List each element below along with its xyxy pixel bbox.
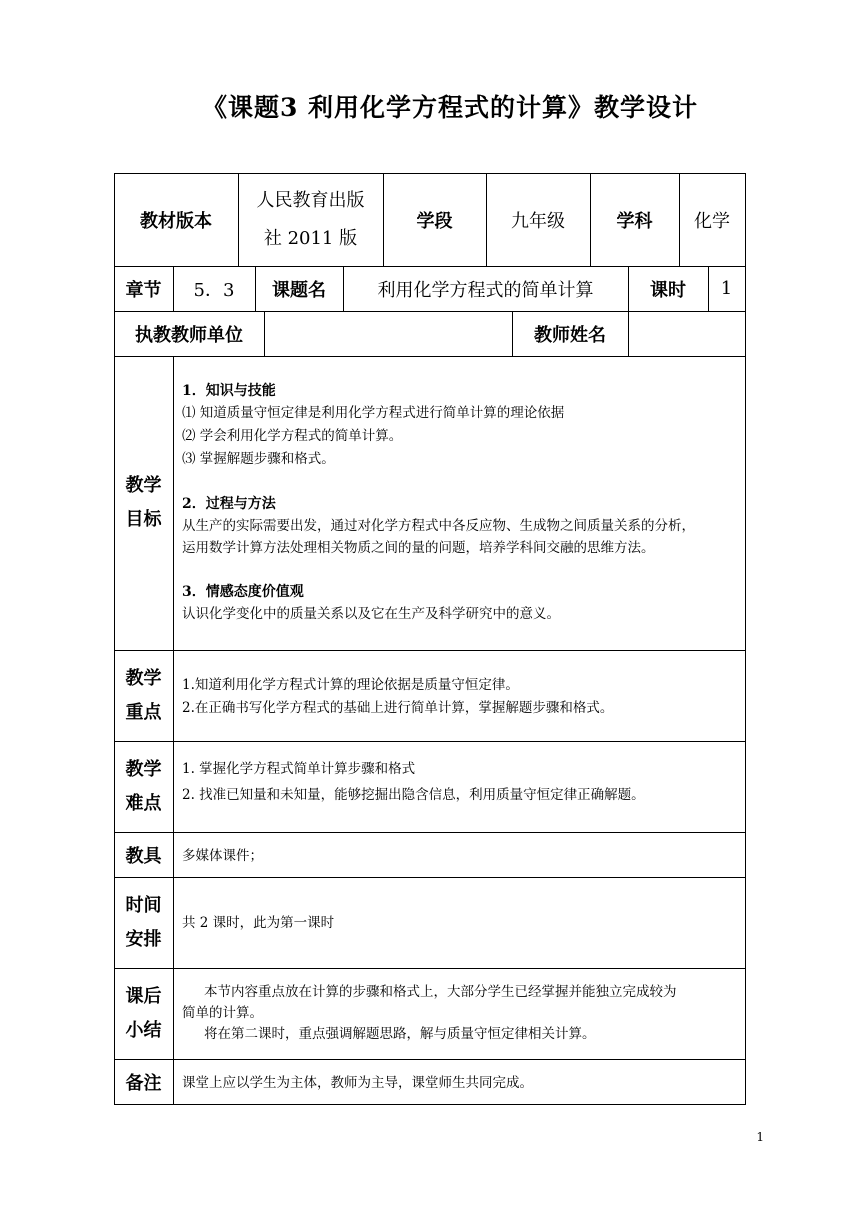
row-divider	[114, 650, 746, 651]
key-points-label-line1: 教学	[125, 667, 162, 689]
subject-value: 化学	[694, 210, 730, 232]
summary-paragraph: 本节内容重点放在计算的步骤和格式上，大部分学生已经掌握并能独立完成较为	[204, 984, 677, 1000]
goal-process-text: 从生产的实际需要出发，通过对化学方程式中各反应物、生成物之间质量关系的分析，	[182, 518, 695, 534]
goals-label	[114, 356, 173, 650]
row-divider	[114, 1059, 746, 1060]
textbook-value-line1: 人民教育出版	[256, 189, 365, 211]
topic-value: 利用化学方程式的简单计算	[377, 279, 594, 301]
subject-label: 学科	[616, 210, 653, 232]
difficulty-item: 2. 找准已知量和未知量，能够挖掘出隐含信息，利用质量守恒定律正确解题。	[182, 787, 645, 803]
goal-heading-attitude: 3．情感态度价值观	[182, 584, 304, 600]
col-divider	[173, 356, 174, 1105]
difficulties-content	[182, 756, 742, 808]
schedule-label-line2: 安排	[125, 928, 162, 950]
summary-content	[182, 982, 742, 1045]
summary-paragraph: 将在第二课时，重点强调解题思路，解与质量守恒定律相关计算。	[204, 1026, 596, 1042]
teacher-unit-value	[264, 311, 512, 356]
goals-label-line1: 教学	[125, 475, 162, 496]
row-divider	[114, 356, 746, 357]
summary-label	[114, 968, 173, 1059]
stage-label: 学段	[416, 210, 453, 232]
goal-process-text: 运用数学计算方法处理相关物质之间的量的问题，培养学科间交融的思维方法。	[182, 540, 655, 556]
key-points-label-line2: 重点	[125, 701, 162, 723]
difficulties-label-line1: 教学	[125, 758, 162, 780]
goal-attitude-text: 认识化学变化中的质量关系以及它在生产及科学研究中的意义。	[182, 606, 560, 622]
document-title: 《课题3 利用化学方程式的计算》教学设计	[201, 93, 699, 122]
schedule-content: 共 2 课时，此为第一课时	[182, 915, 335, 931]
table-border-right	[745, 173, 746, 1105]
summary-label-line2: 小结	[125, 1019, 162, 1041]
goals-label-line2: 目标	[125, 509, 162, 530]
textbook-value-line2: 社 2011 版	[263, 227, 358, 249]
key-point-item: 1.知道利用化学方程式计算的理论依据是质量守恒定律。	[182, 677, 519, 693]
key-points-content	[182, 674, 742, 720]
schedule-label-line1: 时间	[125, 894, 162, 916]
goal-item: ⑴ 知道质量守恒定律是利用化学方程式进行简单计算的理论依据	[182, 405, 565, 421]
notes-label: 备注	[125, 1072, 162, 1094]
table-border-bottom	[114, 1104, 746, 1105]
textbook-value	[238, 173, 383, 266]
page-number: 1	[756, 1130, 764, 1144]
key-point-item: 2.在正确书写化学方程式的基础上进行简单计算，掌握解题步骤和格式。	[182, 700, 614, 716]
hours-value: 1	[720, 278, 733, 299]
summary-label-line1: 课后	[125, 985, 162, 1007]
chapter-label: 章节	[125, 279, 162, 301]
goal-heading-knowledge: 1．知识与技能	[182, 383, 276, 399]
difficulty-item: 1. 掌握化学方程式简单计算步骤和格式	[182, 761, 416, 777]
tools-content: 多媒体课件；	[182, 848, 263, 864]
goals-content	[182, 380, 742, 625]
tools-label: 教具	[125, 845, 162, 867]
stage-value: 九年级	[511, 210, 565, 232]
hours-label: 课时	[650, 279, 686, 301]
row-divider	[114, 832, 746, 833]
chapter-value: 5．3	[193, 279, 235, 301]
goal-item: ⑶ 掌握解题步骤和格式。	[182, 451, 335, 467]
key-points-label	[114, 650, 173, 741]
notes-content: 课堂上应以学生为主体，教师为主导，课堂师生共同完成。	[182, 1075, 533, 1091]
goal-heading-process: 2．过程与方法	[182, 496, 276, 512]
difficulties-label	[114, 741, 173, 832]
row-divider	[114, 741, 746, 742]
schedule-label	[114, 877, 173, 968]
teacher-name-value	[628, 311, 745, 356]
goal-item: ⑵ 学会利用化学方程式的简单计算。	[182, 428, 403, 444]
row-divider	[114, 877, 746, 878]
row-divider	[114, 968, 746, 969]
topic-label: 课题名	[272, 279, 326, 301]
teacher-name-label: 教师姓名	[534, 324, 606, 346]
textbook-label: 教材版本	[140, 210, 212, 232]
teacher-unit-label: 执教教师单位	[135, 324, 243, 346]
summary-paragraph: 简单的计算。	[182, 1005, 263, 1021]
difficulties-label-line2: 难点	[125, 792, 162, 814]
